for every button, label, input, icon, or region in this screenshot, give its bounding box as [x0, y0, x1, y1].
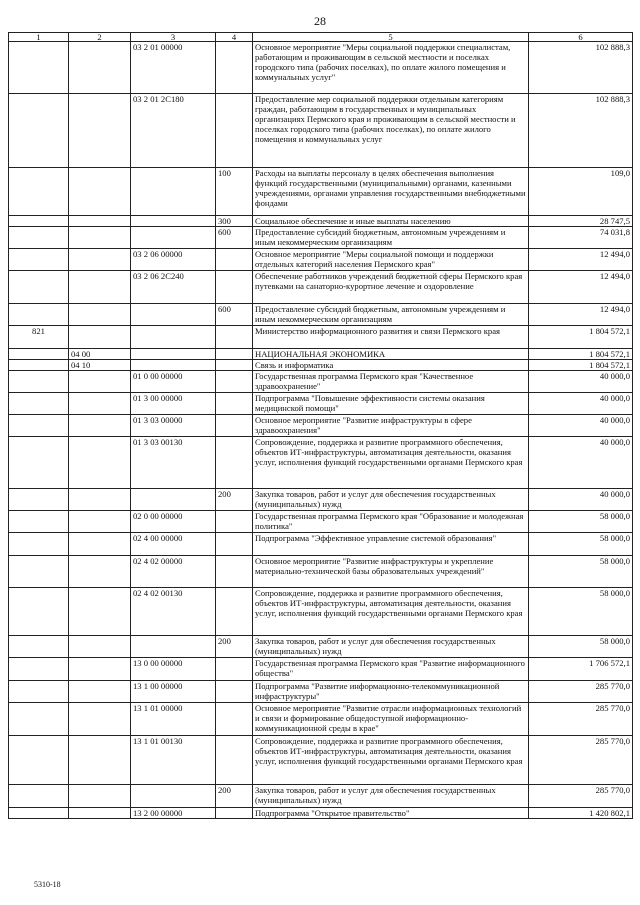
cell-col-6: 1 804 572,1 — [529, 326, 633, 349]
cell-col-6: 285 770,0 — [529, 703, 633, 736]
cell-col-2 — [69, 588, 131, 636]
cell-col-4 — [216, 326, 253, 349]
table-row — [9, 227, 633, 249]
cell-col-3: 13 0 00 00000 — [131, 658, 216, 681]
cell-col-4: 200 — [216, 489, 253, 511]
table-row — [9, 636, 633, 658]
cell-col-6: 40 000,0 — [529, 415, 633, 437]
cell-col-6: 285 770,0 — [529, 736, 633, 785]
cell-col-5: Основное мероприятие "Развитие отрасли информационных технологий и связи и формирование общедоступной информационно-коммуникационной среды в крае" — [253, 703, 529, 736]
cell-col-5: Подпрограмма "Эффективное управление системой образования" — [253, 533, 529, 556]
cell-col-4 — [216, 415, 253, 437]
table-row — [9, 304, 633, 326]
cell-col-2 — [69, 326, 131, 349]
cell-col-3: 01 0 00 00000 — [131, 371, 216, 393]
cell-col-5: Министерство информационного развития и связи Пермского края — [253, 326, 529, 349]
cell-col-6: 12 494,0 — [529, 304, 633, 326]
cell-col-4 — [216, 736, 253, 785]
cell-col-1 — [9, 415, 69, 437]
cell-col-6: 40 000,0 — [529, 393, 633, 415]
cell-col-2 — [69, 636, 131, 658]
cell-col-2 — [69, 42, 131, 94]
cell-col-5: Закупка товаров, работ и услуг для обеспечения государственных (муниципальных) нужд — [253, 785, 529, 808]
cell-col-2 — [69, 437, 131, 489]
table-row — [9, 588, 633, 636]
table-row — [9, 371, 633, 393]
cell-col-5: Связь и информатика — [253, 360, 529, 371]
cell-col-2 — [69, 304, 131, 326]
cell-col-3: 03 2 06 2С240 — [131, 271, 216, 304]
table-row — [9, 393, 633, 415]
cell-col-2 — [69, 249, 131, 271]
cell-col-2 — [69, 808, 131, 819]
cell-col-3 — [131, 216, 216, 227]
cell-col-1 — [9, 533, 69, 556]
cell-col-1 — [9, 393, 69, 415]
cell-col-5: Обеспечение работников учреждений бюджетной сферы Пермского края путевками на санаторно-курортное лечение и оздоровление — [253, 271, 529, 304]
header-col-3: 3 — [131, 33, 216, 42]
cell-col-1 — [9, 227, 69, 249]
cell-col-1 — [9, 681, 69, 703]
cell-col-6: 40 000,0 — [529, 489, 633, 511]
cell-col-3 — [131, 489, 216, 511]
cell-col-4 — [216, 511, 253, 533]
cell-col-1 — [9, 304, 69, 326]
cell-col-4 — [216, 393, 253, 415]
table-row — [9, 168, 633, 216]
cell-col-2 — [69, 556, 131, 588]
table-row — [9, 556, 633, 588]
cell-col-2 — [69, 216, 131, 227]
cell-col-5: Основное мероприятие "Развитие инфраструктуры и укрепление материально-технической базы образовательных учреждений" — [253, 556, 529, 588]
table-row — [9, 42, 633, 94]
header-col-2: 2 — [69, 33, 131, 42]
cell-col-4 — [216, 533, 253, 556]
cell-col-1 — [9, 556, 69, 588]
cell-col-1 — [9, 94, 69, 168]
table-row — [9, 808, 633, 819]
cell-col-3 — [131, 304, 216, 326]
cell-col-4: 600 — [216, 304, 253, 326]
cell-col-6: 1 804 572,1 — [529, 349, 633, 360]
header-col-1: 1 — [9, 33, 69, 42]
cell-col-2 — [69, 393, 131, 415]
footer-code: 5310-18 — [34, 880, 61, 889]
table-row — [9, 349, 633, 360]
cell-col-3: 13 1 01 00130 — [131, 736, 216, 785]
cell-col-2 — [69, 703, 131, 736]
cell-col-6: 40 000,0 — [529, 371, 633, 393]
cell-col-5: Основное мероприятие "Развитие инфраструктуры в сфере здравоохранения" — [253, 415, 529, 437]
table-row — [9, 703, 633, 736]
cell-col-2 — [69, 658, 131, 681]
cell-col-3: 01 3 03 00130 — [131, 437, 216, 489]
cell-col-4 — [216, 703, 253, 736]
table-row — [9, 271, 633, 304]
cell-col-6: 109,0 — [529, 168, 633, 216]
cell-col-4: 200 — [216, 785, 253, 808]
cell-col-5: Закупка товаров, работ и услуг для обеспечения государственных (муниципальных) нужд — [253, 489, 529, 511]
cell-col-3: 02 4 02 00130 — [131, 588, 216, 636]
cell-col-5: Расходы на выплаты персоналу в целях обеспечения выполнения функций государственными (муниципальными) органами, казенными учреждениями, органами управления государственными внебюджетными фондами — [253, 168, 529, 216]
cell-col-2: 04 10 — [69, 360, 131, 371]
cell-col-1 — [9, 703, 69, 736]
cell-col-2 — [69, 681, 131, 703]
cell-col-3: 02 0 00 00000 — [131, 511, 216, 533]
cell-col-4: 200 — [216, 636, 253, 658]
cell-col-3 — [131, 636, 216, 658]
header-row — [9, 33, 633, 42]
cell-col-1 — [9, 437, 69, 489]
table-row — [9, 681, 633, 703]
cell-col-3: 13 1 00 00000 — [131, 681, 216, 703]
cell-col-4 — [216, 371, 253, 393]
cell-col-5: Основное мероприятие "Меры социальной поддержки специалистам, работающим и проживающим в сельской местности и поселках городского типа (рабочих поселках), по оплате жилого помещения и коммунальных услуг" — [253, 42, 529, 94]
cell-col-4 — [216, 658, 253, 681]
cell-col-2 — [69, 489, 131, 511]
cell-col-2 — [69, 533, 131, 556]
cell-col-5: НАЦИОНАЛЬНАЯ ЭКОНОМИКА — [253, 349, 529, 360]
cell-col-3 — [131, 227, 216, 249]
cell-col-4 — [216, 588, 253, 636]
table-row — [9, 326, 633, 349]
cell-col-5: Социальное обеспечение и иные выплаты населению — [253, 216, 529, 227]
table-row — [9, 360, 633, 371]
cell-col-3: 02 4 00 00000 — [131, 533, 216, 556]
cell-col-4 — [216, 556, 253, 588]
page-number: 28 — [314, 14, 326, 28]
cell-col-5: Государственная программа Пермского края "Качественное здравоохранение" — [253, 371, 529, 393]
table-row — [9, 736, 633, 785]
cell-col-4 — [216, 42, 253, 94]
cell-col-4 — [216, 94, 253, 168]
cell-col-3 — [131, 326, 216, 349]
cell-col-4: 100 — [216, 168, 253, 216]
table-row — [9, 216, 633, 227]
cell-col-1 — [9, 489, 69, 511]
cell-col-4 — [216, 808, 253, 819]
cell-col-6: 1 804 572,1 — [529, 360, 633, 371]
cell-col-3: 01 3 00 00000 — [131, 393, 216, 415]
header-col-4: 4 — [216, 33, 253, 42]
cell-col-4 — [216, 360, 253, 371]
cell-col-5: Предоставление мер социальной поддержки отдельным категориям граждан, работающим в государственных и муниципальных организациях Пермского края и проживающим в сельской местности и поселках городского типа (рабочих поселках), по оплате жилого помещения и коммунальных услуг — [253, 94, 529, 168]
cell-col-1 — [9, 371, 69, 393]
cell-col-1 — [9, 636, 69, 658]
cell-col-6: 58 000,0 — [529, 636, 633, 658]
cell-col-3: 03 2 01 00000 — [131, 42, 216, 94]
header-col-5: 5 — [253, 33, 529, 42]
cell-col-2 — [69, 736, 131, 785]
cell-col-3 — [131, 360, 216, 371]
cell-col-6: 12 494,0 — [529, 249, 633, 271]
cell-col-5: Предоставление субсидий бюджетным, автономным учреждениям и иным некоммерческим организациям — [253, 227, 529, 249]
cell-col-1 — [9, 736, 69, 785]
cell-col-5: Подпрограмма "Открытое правительство" — [253, 808, 529, 819]
cell-col-3: 02 4 02 00000 — [131, 556, 216, 588]
cell-col-2 — [69, 168, 131, 216]
cell-col-4 — [216, 271, 253, 304]
cell-col-6: 102 888,3 — [529, 42, 633, 94]
cell-col-5: Сопровождение, поддержка и развитие программного обеспечения, объектов ИТ-инфраструктуры, автоматизация деятельности, оказания услуг, исполнения функций государственными органами Пермского края — [253, 588, 529, 636]
cell-col-2 — [69, 511, 131, 533]
cell-col-2 — [69, 785, 131, 808]
cell-col-1 — [9, 588, 69, 636]
cell-col-5: Основное мероприятие "Меры социальной помощи и поддержки отдельных категорий населения Пермского края" — [253, 249, 529, 271]
cell-col-6: 1 420 802,1 — [529, 808, 633, 819]
cell-col-4 — [216, 349, 253, 360]
cell-col-2: 04 00 — [69, 349, 131, 360]
budget-table — [8, 32, 633, 819]
table-body — [9, 42, 633, 819]
cell-col-1 — [9, 360, 69, 371]
cell-col-3: 01 3 03 00000 — [131, 415, 216, 437]
cell-col-6: 58 000,0 — [529, 556, 633, 588]
cell-col-6: 12 494,0 — [529, 271, 633, 304]
cell-col-5: Подпрограмма "Развитие информационно-телекоммуникационной инфраструктуры" — [253, 681, 529, 703]
cell-col-4: 600 — [216, 227, 253, 249]
cell-col-6: 74 031,8 — [529, 227, 633, 249]
cell-col-6: 285 770,0 — [529, 681, 633, 703]
cell-col-5: Сопровождение, поддержка и развитие программного обеспечения, объектов ИТ-инфраструктуры, автоматизация деятельности, оказания услуг, исполнения функций государственными органами Пермского края — [253, 437, 529, 489]
cell-col-6: 285 770,0 — [529, 785, 633, 808]
table-row — [9, 415, 633, 437]
cell-col-2 — [69, 94, 131, 168]
header-col-6: 6 — [529, 33, 633, 42]
cell-col-1 — [9, 249, 69, 271]
table-row — [9, 658, 633, 681]
cell-col-2 — [69, 227, 131, 249]
cell-col-3 — [131, 785, 216, 808]
cell-col-4: 300 — [216, 216, 253, 227]
cell-col-3: 13 1 01 00000 — [131, 703, 216, 736]
table-row — [9, 437, 633, 489]
cell-col-6: 58 000,0 — [529, 588, 633, 636]
cell-col-1: 821 — [9, 326, 69, 349]
cell-col-3: 03 2 06 00000 — [131, 249, 216, 271]
cell-col-1 — [9, 216, 69, 227]
cell-col-6: 28 747,5 — [529, 216, 633, 227]
cell-col-2 — [69, 371, 131, 393]
cell-col-6: 58 000,0 — [529, 533, 633, 556]
cell-col-1 — [9, 349, 69, 360]
cell-col-3 — [131, 349, 216, 360]
cell-col-1 — [9, 658, 69, 681]
cell-col-2 — [69, 271, 131, 304]
cell-col-3 — [131, 168, 216, 216]
cell-col-6: 1 706 572,1 — [529, 658, 633, 681]
cell-col-6: 40 000,0 — [529, 437, 633, 489]
cell-col-4 — [216, 437, 253, 489]
cell-col-4 — [216, 249, 253, 271]
table-row — [9, 533, 633, 556]
table-row — [9, 249, 633, 271]
cell-col-3: 03 2 01 2С180 — [131, 94, 216, 168]
cell-col-3: 13 2 00 00000 — [131, 808, 216, 819]
cell-col-5: Подпрограмма "Повышение эффективности системы оказания медицинской помощи" — [253, 393, 529, 415]
table-row — [9, 785, 633, 808]
cell-col-1 — [9, 808, 69, 819]
table-row — [9, 511, 633, 533]
cell-col-6: 102 888,3 — [529, 94, 633, 168]
cell-col-4 — [216, 681, 253, 703]
cell-col-6: 58 000,0 — [529, 511, 633, 533]
cell-col-5: Государственная программа Пермского края "Образование и молодежная политика" — [253, 511, 529, 533]
cell-col-5: Государственная программа Пермского края "Развитие информационного общества" — [253, 658, 529, 681]
cell-col-1 — [9, 785, 69, 808]
table-row — [9, 489, 633, 511]
cell-col-1 — [9, 511, 69, 533]
cell-col-5: Предоставление субсидий бюджетным, автономным учреждениям и иным некоммерческим организациям — [253, 304, 529, 326]
cell-col-1 — [9, 42, 69, 94]
cell-col-1 — [9, 271, 69, 304]
cell-col-2 — [69, 415, 131, 437]
table-row — [9, 94, 633, 168]
cell-col-1 — [9, 168, 69, 216]
cell-col-5: Сопровождение, поддержка и развитие программного обеспечения, объектов ИТ-инфраструктуры, автоматизация деятельности, оказания услуг, исполнения функций государственными органами Пермского края — [253, 736, 529, 785]
cell-col-5: Закупка товаров, работ и услуг для обеспечения государственных (муниципальных) нужд — [253, 636, 529, 658]
